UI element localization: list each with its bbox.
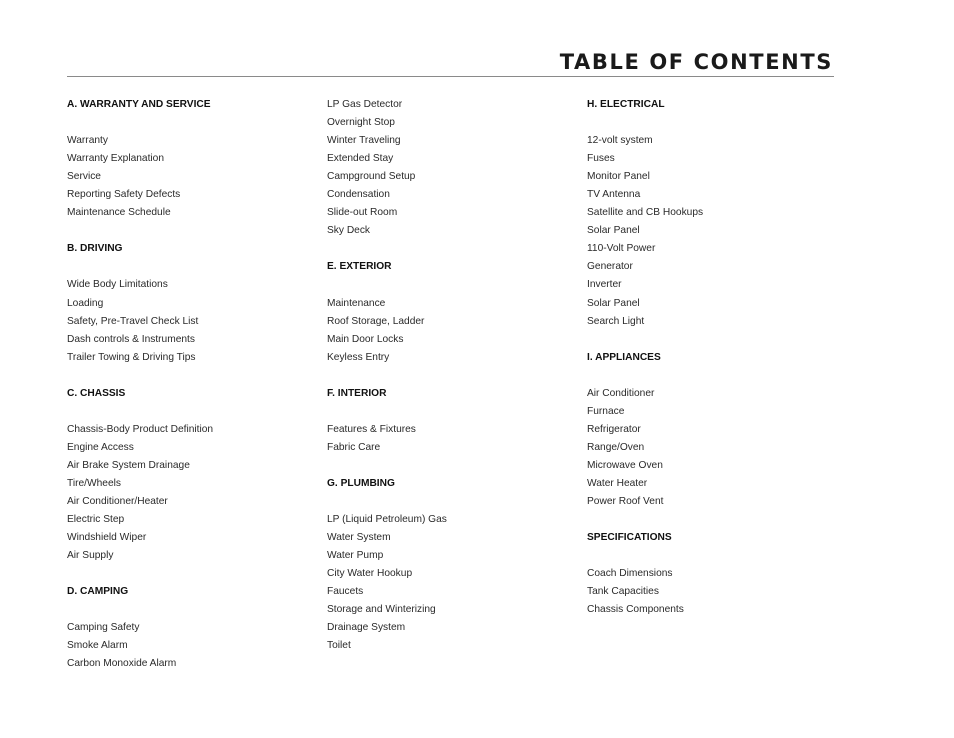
spacer (67, 403, 213, 421)
toc-column-3 (587, 96, 703, 619)
toc-entry[interactable]: Reporting Safety Defects (67, 189, 181, 201)
spacer (67, 258, 213, 276)
toc-entry[interactable]: Range/Oven (587, 441, 645, 453)
section-heading: A. WARRANTY AND SERVICE (67, 99, 211, 110)
toc-entry[interactable]: Warranty (67, 135, 108, 147)
toc-entry[interactable]: Storage and Winterizing (327, 604, 436, 616)
page-title: TABLE OF CONTENTS (559, 50, 833, 74)
toc-entry[interactable]: Search Light (587, 315, 645, 327)
toc-entry[interactable]: Overnight Stop (327, 117, 395, 129)
toc-entry[interactable]: Inverter (587, 279, 622, 291)
toc-entry[interactable]: Safety, Pre-Travel Check List (67, 315, 199, 327)
toc-entry[interactable]: Service (67, 171, 101, 183)
spacer (327, 367, 447, 385)
toc-entry[interactable]: Campground Setup (327, 171, 416, 183)
toc-entry[interactable]: Condensation (327, 189, 390, 201)
toc-entry[interactable]: Power Roof Vent (587, 496, 664, 508)
section-heading: G. PLUMBING (327, 477, 395, 489)
toc-entry[interactable]: Winter Traveling (327, 135, 401, 147)
toc-entry[interactable]: LP Gas Detector (327, 99, 403, 110)
section-heading: I. APPLIANCES (587, 351, 661, 363)
toc-entry[interactable]: Roof Storage, Ladder (327, 315, 425, 327)
toc-entry[interactable]: Electric Step (67, 514, 125, 526)
toc-entry[interactable]: Engine Access (67, 441, 134, 453)
toc-entry[interactable]: Solar Panel (587, 297, 640, 309)
section-heading: D. CAMPING (67, 586, 129, 598)
toc-entry[interactable]: Trailer Towing & Driving Tips (67, 351, 196, 363)
toc-entry[interactable]: Air Brake System Drainage (67, 459, 190, 471)
toc-entry[interactable]: Maintenance Schedule (67, 207, 171, 219)
toc-entry[interactable]: Air Supply (67, 550, 114, 562)
spacer (327, 240, 447, 258)
toc-entry[interactable]: Tire/Wheels (67, 477, 121, 489)
toc-entry[interactable]: Dash controls & Instruments (67, 333, 195, 345)
spacer (587, 511, 703, 529)
section-heading: C. CHASSIS (67, 387, 126, 399)
toc-entry[interactable]: Carbon Monoxide Alarm (67, 658, 177, 670)
toc-entry[interactable]: 110-Volt Power (587, 243, 656, 255)
toc-entry[interactable]: Smoke Alarm (67, 640, 128, 652)
toc-entry[interactable]: Refrigerator (587, 423, 641, 435)
toc-column-2 (327, 96, 447, 655)
spacer (67, 601, 213, 619)
spacer (587, 331, 703, 349)
toc-entry[interactable]: Windshield Wiper (67, 532, 147, 544)
toc-entry[interactable]: Sky Deck (327, 225, 371, 237)
toc-entry[interactable]: Air Conditioner (587, 387, 655, 399)
spacer (67, 367, 213, 385)
toc-entry[interactable]: Satellite and CB Hookups (587, 207, 704, 219)
toc-entry[interactable]: Wide Body Limitations (67, 279, 168, 291)
section-heading: E. EXTERIOR (327, 261, 392, 273)
toc-entry[interactable]: City Water Hookup (327, 568, 413, 580)
toc-entry[interactable]: Generator (587, 261, 633, 273)
toc-entry[interactable]: Monitor Panel (587, 171, 650, 183)
spacer (587, 367, 703, 385)
toc-entry[interactable]: Loading (67, 297, 104, 309)
toc-entry[interactable]: Water System (327, 532, 391, 544)
toc-entry[interactable]: TV Antenna (587, 189, 641, 201)
section-heading: H. ELECTRICAL (587, 99, 665, 110)
section-heading: SPECIFICATIONS (587, 532, 672, 544)
spacer (587, 547, 703, 565)
toc-entry[interactable]: Warranty Explanation (67, 153, 165, 165)
toc-entry[interactable]: 12-volt system (587, 135, 653, 147)
toc-entry[interactable]: Camping Safety (67, 622, 140, 634)
toc-entry[interactable]: Fabric Care (327, 441, 381, 453)
toc-entry[interactable]: Solar Panel (587, 225, 640, 237)
toc-entry[interactable]: Coach Dimensions (587, 568, 673, 580)
toc-entry[interactable]: Faucets (327, 586, 364, 598)
toc-entry[interactable]: Main Door Locks (327, 333, 404, 345)
spacer (327, 276, 447, 294)
toc-entry[interactable]: Keyless Entry (327, 351, 390, 363)
section-heading: F. INTERIOR (327, 387, 387, 399)
toc-entry[interactable]: Tank Capacities (587, 586, 659, 598)
spacer (327, 493, 447, 511)
spacer (67, 222, 213, 240)
toc-entry[interactable]: Slide-out Room (327, 207, 398, 219)
toc-entry[interactable]: Water Heater (587, 477, 648, 489)
toc-entry[interactable]: Fuses (587, 153, 615, 165)
toc-entry[interactable]: Furnace (587, 405, 625, 417)
toc-column-1 (67, 96, 213, 674)
toc-entry[interactable]: Maintenance (327, 297, 386, 309)
toc-entry[interactable]: Air Conditioner/Heater (67, 496, 168, 508)
toc-entry[interactable]: Water Pump (327, 550, 384, 562)
toc-entry[interactable]: Features & Fixtures (327, 423, 416, 435)
toc-entry[interactable]: Extended Stay (327, 153, 394, 165)
spacer (327, 457, 447, 475)
toc-entry[interactable]: Drainage System (327, 622, 406, 634)
toc-entry[interactable]: Toilet (327, 640, 351, 652)
title-divider (67, 76, 834, 77)
toc-entry[interactable]: Microwave Oven (587, 459, 663, 471)
section-heading: B. DRIVING (67, 243, 123, 255)
spacer (327, 403, 447, 421)
toc-entry[interactable]: Chassis Components (587, 604, 684, 616)
spacer (67, 114, 213, 132)
spacer (67, 565, 213, 583)
toc-entry[interactable]: LP (Liquid Petroleum) Gas (327, 514, 447, 526)
spacer (587, 114, 703, 132)
toc-entry[interactable]: Chassis-Body Product Definition (67, 423, 214, 435)
